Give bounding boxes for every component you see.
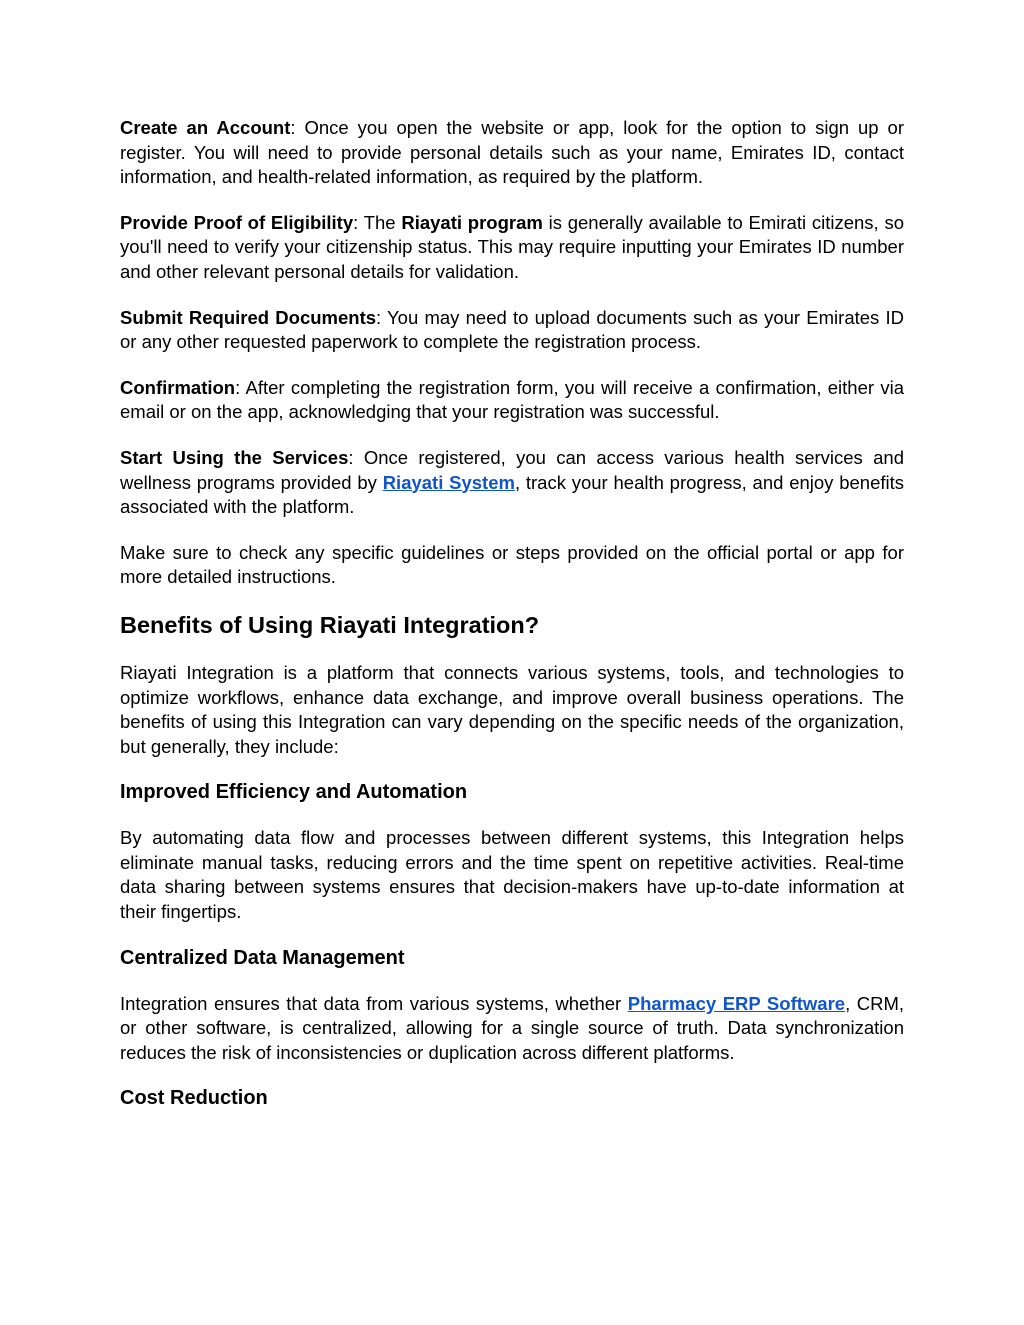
bold-text-run: Provide Proof of Eligibility: [120, 211, 354, 233]
text-run: , track your health progress, and enjoy benefits associated with the platform.: [120, 471, 904, 518]
document-content: [120, 116, 904, 1111]
text-run: : Once you open the website or app, look for the option to sign up or register. You will need to provide personal details such as your name, Emirates ID, contact information, and health-related information, as required by the platform.: [120, 117, 904, 188]
text-run: : You may need to upload documents such as your Emirates ID or any other requested paperwork to complete the registration process.: [120, 306, 904, 353]
heading-centralized-data: Centralized Data Management: [120, 946, 405, 969]
bold-text-run: Riayati program: [401, 211, 543, 233]
paragraph-benefits-intro: [120, 661, 904, 759]
text-run: Make sure to check any specific guidelines or steps provided on the official portal or app for more detailed instructions.: [120, 541, 904, 588]
paragraph-start-using-services: [120, 446, 904, 520]
text-run: , CRM, or other software, is centralized, allowing for a single source of truth. Data synchronization reduces the risk of inconsistencies or duplication across different platforms.: [120, 992, 904, 1063]
heading-cost-reduction: Cost Reduction: [120, 1087, 268, 1110]
paragraph-improved-efficiency: [120, 826, 904, 924]
bold-text-run: Create an Account: [120, 117, 291, 138]
paragraph-create-account: [120, 116, 904, 190]
heading-improved-efficiency: Improved Efficiency and Automation: [120, 781, 468, 804]
text-run: : After completing the registration form, you will receive a confirmation, either via email or on the app, acknowledging that your registration was successful.: [120, 376, 904, 423]
paragraph-confirmation: [120, 376, 904, 425]
riayati-system-link[interactable]: Riayati System: [382, 471, 515, 493]
paragraph-check-guidelines: [120, 541, 904, 590]
paragraph-submit-documents: [120, 306, 904, 355]
text-run: is generally available to Emirati citizens, so you'll need to verify your citizenship status. This may require inputting your Emirates ID number and other relevant personal details for validation.: [120, 211, 904, 282]
bold-text-run: Confirmation: [120, 376, 236, 398]
text-run: : Once registered, you can access various health services and wellness programs provided by: [120, 446, 904, 493]
text-run: Riayati Integration is a platform that connects various systems, tools, and technologies to optimize workflows, enhance data exchange, and improve overall business operations. The benefits of using this Integration can vary depending on the specific needs of the organization, but generally, they include:: [120, 661, 904, 757]
bold-text-run: Start Using the Services: [120, 446, 349, 468]
paragraph-centralized-data: [120, 992, 904, 1066]
pharmacy-erp-software-link[interactable]: Pharmacy ERP Software: [627, 992, 846, 1014]
heading-benefits: Benefits of Using Riayati Integration?: [120, 611, 540, 638]
text-run: : The: [353, 211, 402, 233]
text-run: Integration ensures that data from various systems, whether: [120, 992, 628, 1014]
paragraph-proof-of-eligibility: [120, 211, 904, 285]
bold-text-run: Submit Required Documents: [120, 306, 377, 328]
text-run: By automating data flow and processes between different systems, this Integration helps eliminate manual tasks, reducing errors and the time spent on repetitive activities. Real-time data sharing between systems ensures that decision-makers have up-to-date information at their fingertips.: [120, 827, 904, 923]
